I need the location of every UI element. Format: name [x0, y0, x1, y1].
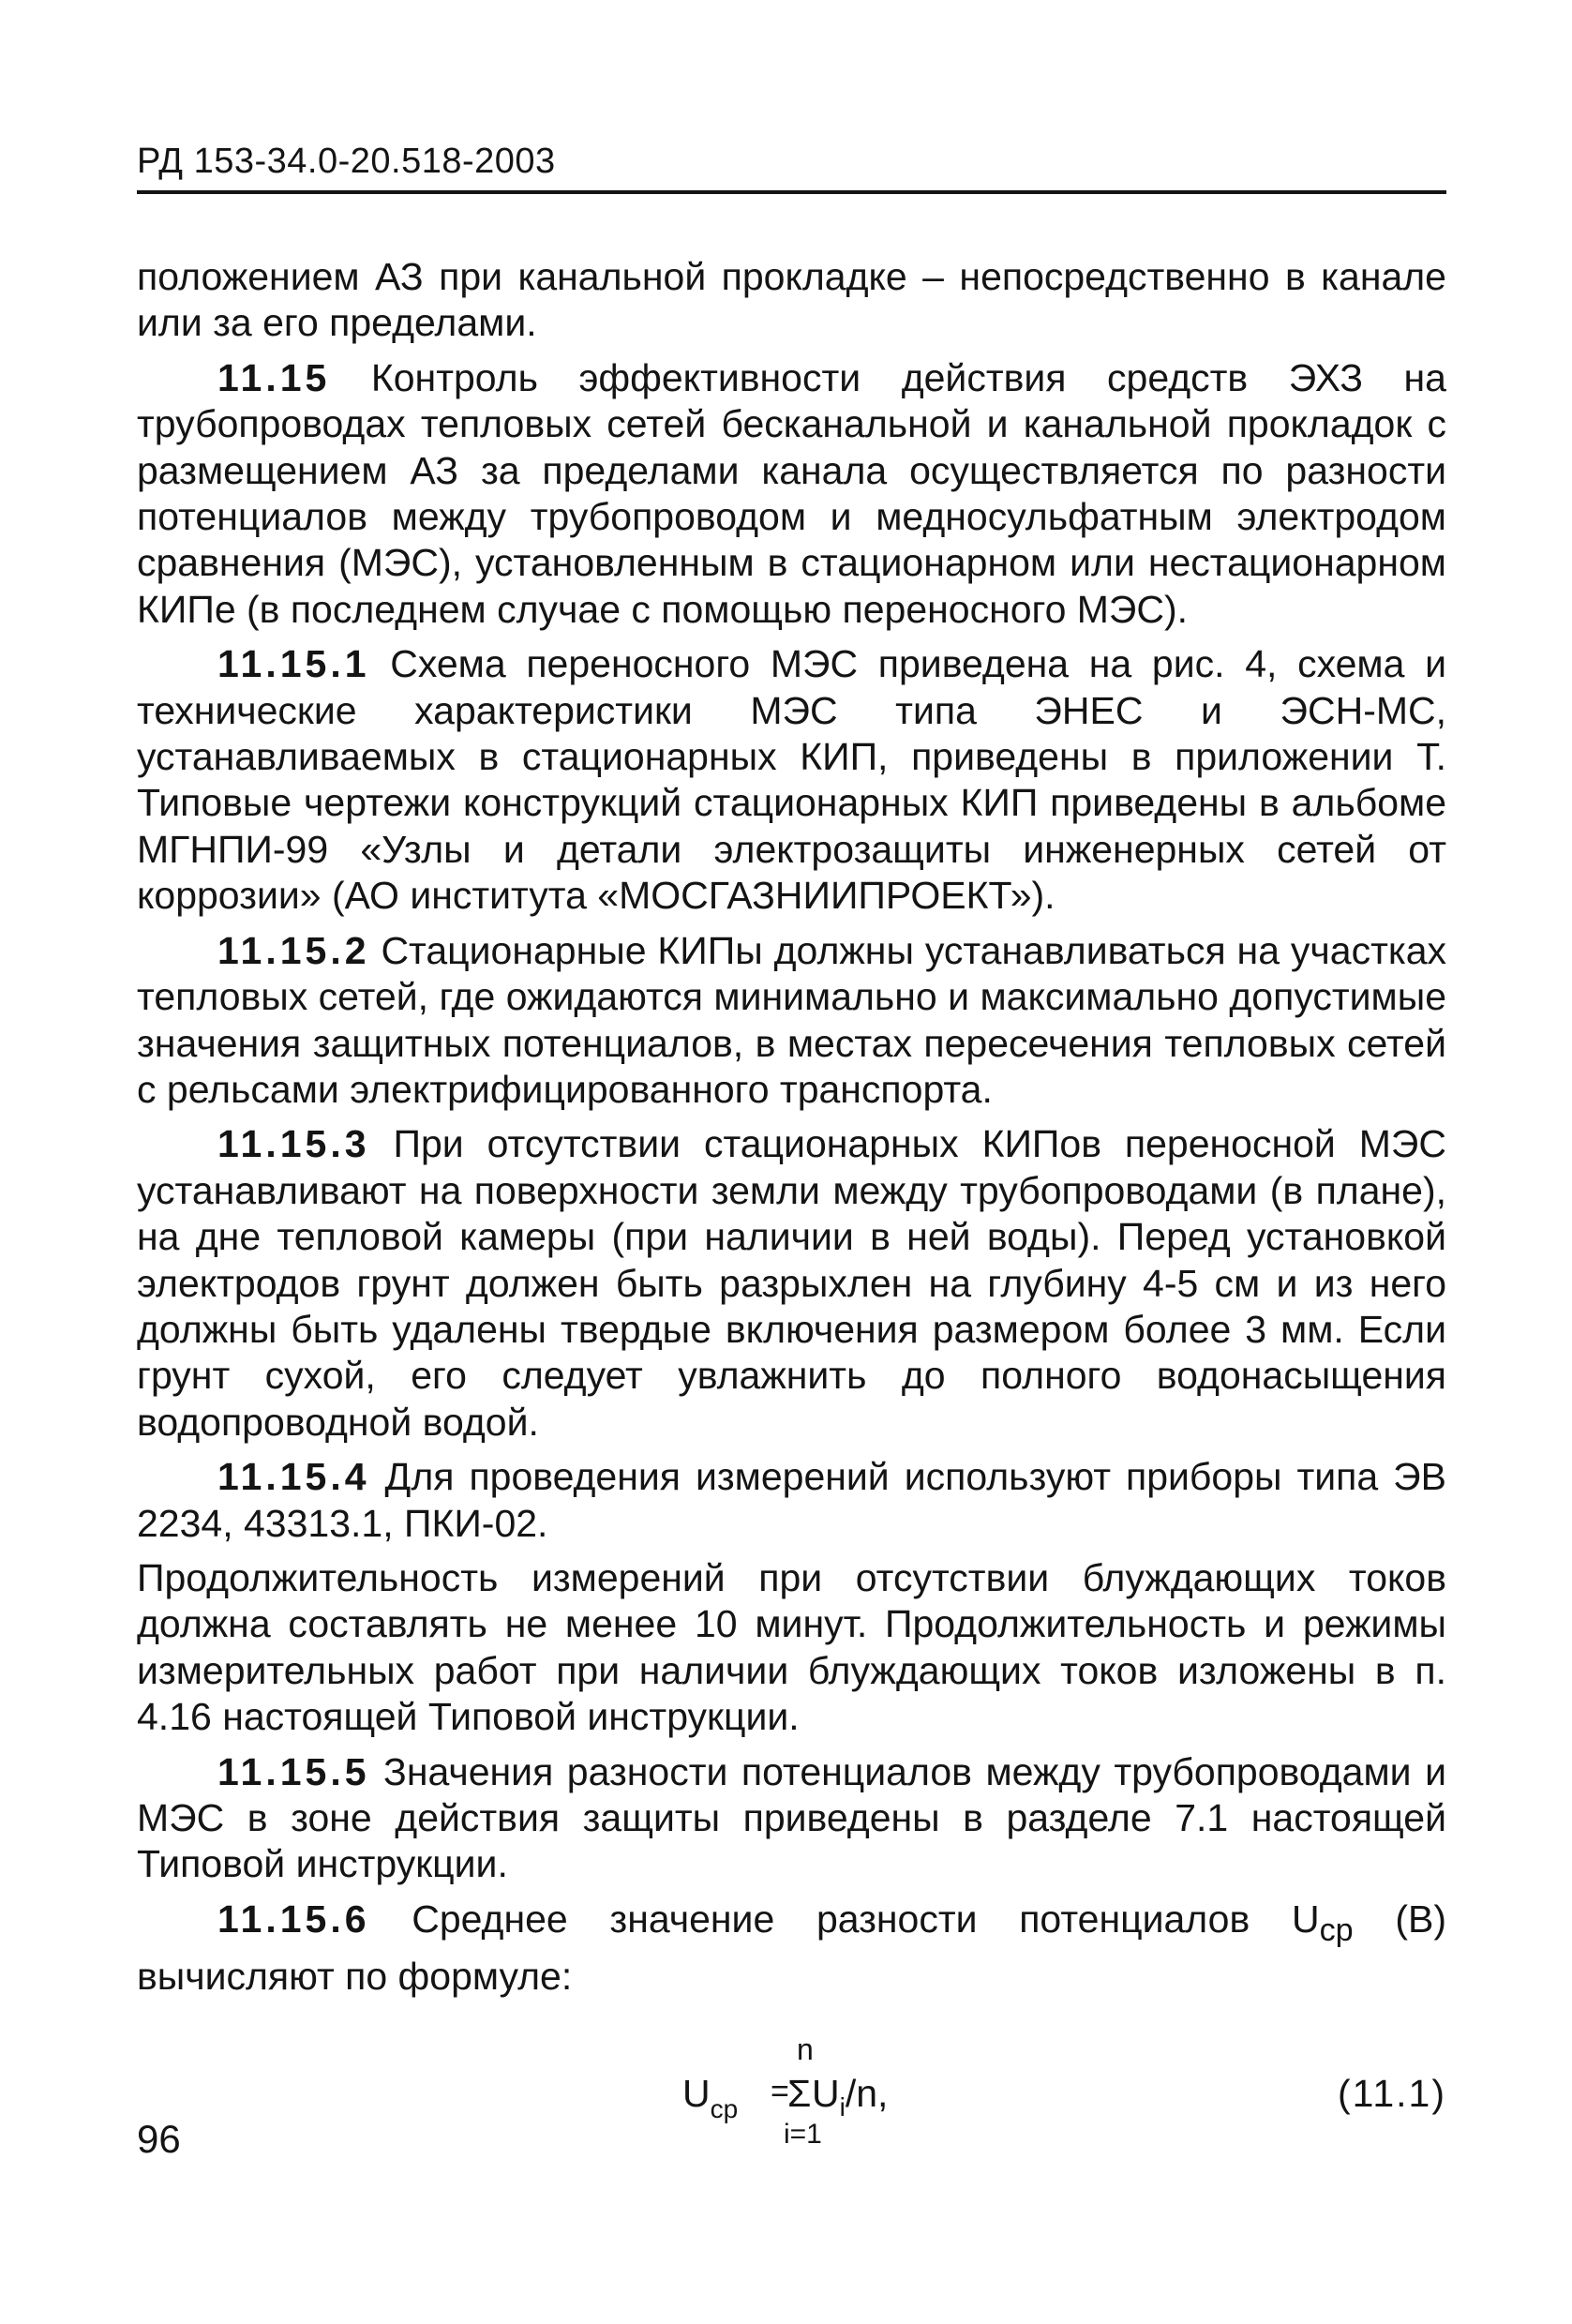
formula-body-subscript: i: [839, 2092, 846, 2122]
formula-body-symbol: U: [812, 2072, 840, 2115]
formula-sum-upper-limit: n: [797, 2032, 814, 2066]
clause-number: 11.15.6: [217, 1897, 370, 1941]
clause-number: 11.15.3: [217, 1122, 370, 1166]
formula-lhs-subscript: ср: [710, 2094, 739, 2123]
document-code: РД 153-34.0-20.518-2003: [137, 142, 556, 181]
formula-lhs: [682, 2072, 739, 2123]
paragraph-text: Схема переносного МЭС приведена на рис. 4, схема и технические характеристики МЭС типа ЭНЕС и ЭСН-МС, устанавливаемых в стационарных КИП, приведены в приложении Т. Типовые чертежи конструкций стационарных КИП приведены в альбоме МГНПИ-99 «Узлы и детали электрозащиты инженерных сетей от коррозии» (АО института «МОСГАЗНИИПРОЕКТ»).: [137, 642, 1446, 918]
clause-number: 11.15.1: [217, 642, 370, 686]
formula-sum-lower-limit: i=1: [784, 2119, 822, 2150]
clause-number: 11.15.5: [217, 1749, 370, 1793]
formula-equals: =: [771, 2074, 789, 2109]
paragraph-text: Для проведения измерений используют приборы типа ЭВ 2234, 43313.1, ПКИ-02.: [137, 1455, 1446, 1545]
paragraph-11-15-5: [137, 1749, 1446, 1888]
paragraph-continuation: [137, 254, 1446, 347]
paragraph-text: Среднее значение разности потенциалов U: [369, 1897, 1320, 1941]
body-text: [137, 254, 1446, 2009]
paragraph-text-tail: (В) вычисляют по формуле:: [137, 1897, 1446, 1999]
paragraph-text: Контроль эффективности действия средств ЭХЗ на трубопроводах тепловых сетей бесканальной и канальной прокладок с размещением АЗ за пределами канала осуществляется по разности потенциалов между трубопроводом и медносульфатным электродом сравнения (МЭС), установленным в стационарном или нестационарном КИПе (в последнем случае с помощью переносного МЭС).: [137, 355, 1446, 631]
formula-body-tail: /n,: [845, 2072, 889, 2115]
clause-number: 11.15.2: [217, 928, 370, 972]
paragraph-text: положением АЗ при канальной прокладке – непосредственно в канале или за его пределами.: [137, 255, 1446, 345]
paragraph-11-15-1: [137, 641, 1446, 919]
subscript: ср: [1319, 1912, 1354, 1948]
clause-number: 11.15.4: [217, 1455, 370, 1499]
formula-number: (11.1): [1337, 2072, 1446, 2115]
paragraph-text: Продолжительность измерений при отсутствии блуждающих токов должна составлять не менее 10 минут. Продолжительность и режимы измерительных работ при наличии блуждающих токов изложены в п. 4.16 настоящей Типовой инструкции.: [137, 1555, 1446, 1739]
formula-lhs-symbol: U: [682, 2072, 711, 2115]
paragraph-11-15-6: [137, 1897, 1446, 2001]
formula-sum-symbol: Σ: [787, 2072, 812, 2115]
paragraph-11-15-2: [137, 928, 1446, 1114]
paragraph-11-15-3: [137, 1121, 1446, 1446]
paragraph-measurement-duration: [137, 1555, 1446, 1741]
formula-expression: [682, 2032, 1114, 2164]
formula-body: [812, 2072, 889, 2122]
page-number: 96: [137, 2117, 181, 2161]
paragraph-text: Стационарные КИПы должны устанавливаться на участках тепловых сетей, где ожидаются минимально и максимально допустимые значения защитных потенциалов, в местах пересечения тепловых сетей с рельсами электрифицированного транспорта.: [137, 928, 1446, 1111]
clause-number: 11.15: [217, 355, 331, 399]
paragraph-11-15: [137, 355, 1446, 633]
paragraph-11-15-4: [137, 1454, 1446, 1547]
formula-11-1: [137, 2032, 1446, 2164]
paragraph-text: При отсутствии стационарных КИПов переносной МЭС устанавливают на поверхности земли между трубопроводами (в плане), на дне тепловой камеры (при наличии в ней воды). Перед установкой электродов грунт должен быть разрыхлен на глубину 4-5 см и из него должны быть удалены твердые включения размером более 3 мм. Если грунт сухой, его следует увлажнить до полного водонасыщения водопроводной водой.: [137, 1122, 1446, 1444]
paragraph-text: Значения разности потенциалов между трубопроводами и МЭС в зоне действия защиты приведены в разделе 7.1 настоящей Типовой инструкции.: [137, 1749, 1446, 1886]
header-rule: [137, 190, 1446, 194]
